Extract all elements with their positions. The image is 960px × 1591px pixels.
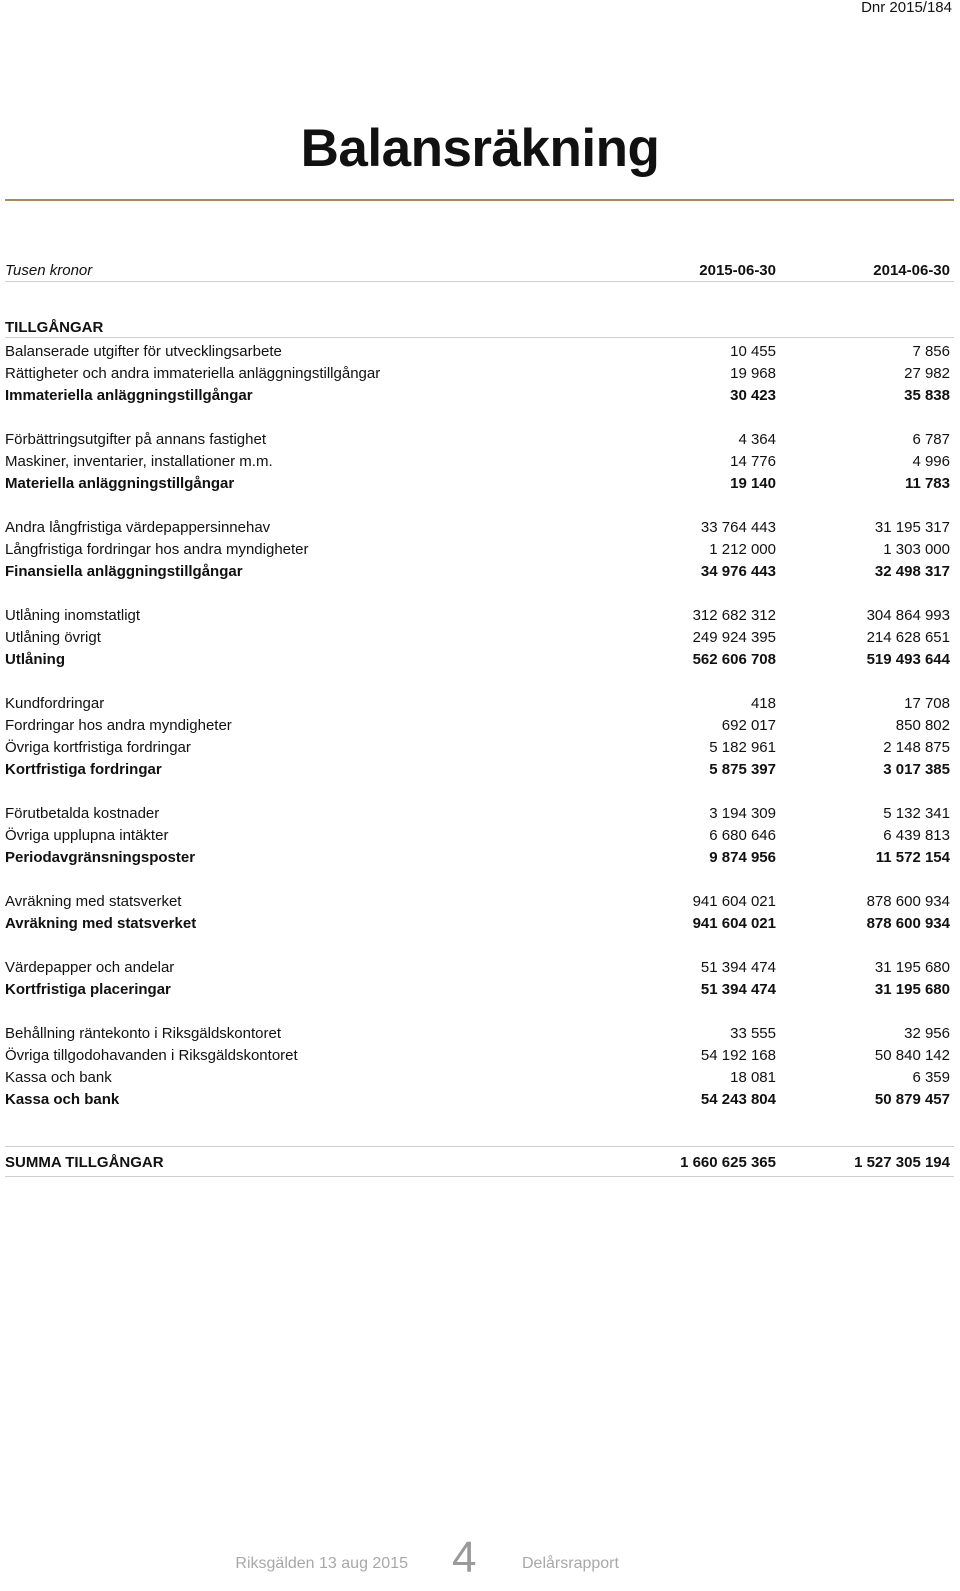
row-value-previous: 1 303 000 [883,541,950,558]
row-label: Förutbetalda kostnader [5,805,160,822]
row-label: Andra långfristiga värdepappersinnehav [5,519,271,536]
subtotal-row [0,759,960,781]
subtotal-row [0,385,960,407]
row-value-current: 18 081 [730,1069,776,1086]
row-label: Långfristiga fordringar hos andra myndigheter [5,541,309,558]
row-label: Kortfristiga placeringar [5,981,171,998]
table-row [0,407,960,451]
row-value-current: 54 243 804 [700,1091,776,1108]
row-value-current: 562 606 708 [692,651,776,668]
row-value-current: 4 364 [738,431,776,448]
row-value-previous: 5 132 341 [883,805,950,822]
table-row [0,737,960,759]
row-label: Rättigheter och andra immateriella anläggningstillgångar [5,365,381,382]
row-value-previous: 31 195 317 [874,519,950,536]
total-value-previous: 1 527 305 194 [854,1154,950,1171]
row-value-previous: 304 864 993 [866,607,950,624]
table-row [0,1067,960,1089]
row-label: Övriga kortfristiga fordringar [5,739,191,756]
row-value-previous: 50 879 457 [874,1091,950,1108]
row-value-previous: 850 802 [895,717,950,734]
subtotal-row [0,979,960,1001]
row-label: Övriga upplupna intäkter [5,827,169,844]
row-value-previous: 31 195 680 [874,959,950,976]
table-row [0,451,960,473]
page-footer [0,1533,960,1582]
row-value-current: 14 776 [730,453,776,470]
row-value-current: 312 682 312 [692,607,776,624]
row-label: Kassa och bank [5,1069,112,1086]
table-row [0,363,960,385]
section-divider [5,337,954,338]
document-number: Dnr 2015/184 [861,0,952,16]
row-value-current: 9 874 956 [709,849,776,866]
row-value-previous: 6 359 [912,1069,950,1086]
row-value-previous: 11 572 154 [875,849,950,866]
total-row [0,1152,960,1174]
total-label: SUMMA TILLGÅNGAR [5,1154,164,1171]
table-row [0,583,960,627]
total-bottom-divider [5,1176,954,1177]
row-value-current: 5 182 961 [709,739,776,756]
title-divider [5,199,954,201]
row-label: Utlåning övrigt [5,629,101,646]
row-value-current: 941 604 021 [692,893,776,910]
row-label: Utlåning [5,651,65,668]
row-label: Behållning räntekonto i Riksgäldskontoret [5,1025,281,1042]
subtotal-row [0,913,960,935]
row-value-previous: 6 787 [912,431,950,448]
header-divider [5,281,954,282]
row-label: Utlåning inomstatligt [5,607,141,624]
row-value-current: 5 875 397 [709,761,776,778]
row-value-previous: 32 498 317 [874,563,950,580]
row-label: Fordringar hos andra myndigheter [5,717,232,734]
row-label: Balanserade utgifter för utvecklingsarbete [5,343,282,360]
subtotal-row [0,1089,960,1111]
row-value-current: 19 968 [730,365,776,382]
row-value-current: 34 976 443 [700,563,776,580]
table-row [0,627,960,649]
row-label: Förbättringsutgifter på annans fastighet [5,431,266,448]
table-row [0,1045,960,1067]
row-label: Övriga tillgodohavanden i Riksgäldskontoret [5,1047,298,1064]
row-value-current: 1 212 000 [709,541,776,558]
row-label: Periodavgränsningsposter [5,849,196,866]
row-value-current: 30 423 [730,387,776,404]
row-value-current: 249 924 395 [692,629,776,646]
total-value-current: 1 660 625 365 [680,1154,776,1171]
row-value-current: 692 017 [721,717,776,734]
table-row [0,869,960,913]
row-value-previous: 6 439 813 [883,827,950,844]
table-row [0,1001,960,1045]
table-row [0,781,960,825]
subtotal-row [0,649,960,671]
column-header-current: 2015-06-30 [699,262,776,279]
subtotal-row [0,847,960,869]
footer-publisher-date: Riksgälden 13 aug 2015 [235,1555,408,1572]
table-row [0,539,960,561]
subtotal-row [0,473,960,495]
table-row [0,935,960,979]
row-label: Materiella anläggningstillgångar [5,475,235,492]
row-label: Avräkning med statsverket [5,915,197,932]
row-value-previous: 878 600 934 [866,915,950,932]
row-label: Kundfordringar [5,695,105,712]
row-value-current: 19 140 [730,475,776,492]
row-value-current: 33 764 443 [700,519,776,536]
row-label: Immateriella anläggningstillgångar [5,387,253,404]
row-value-previous: 50 840 142 [874,1047,950,1064]
row-label: Maskiner, inventarier, installationer m.m. [5,453,273,470]
footer-report-type: Delårsrapport [522,1555,619,1572]
row-value-previous: 27 982 [904,365,950,382]
row-value-previous: 11 783 [904,475,950,492]
row-label: Värdepapper och andelar [5,959,175,976]
row-value-current: 6 680 646 [709,827,776,844]
row-label: Finansiella anläggningstillgångar [5,563,243,580]
row-value-previous: 32 956 [904,1025,950,1042]
row-value-current: 33 555 [730,1025,776,1042]
row-value-current: 3 194 309 [709,805,776,822]
row-value-current: 54 192 168 [700,1047,776,1064]
table-row [0,715,960,737]
balance-table-body [0,341,960,1111]
row-value-previous: 214 628 651 [866,629,950,646]
row-value-current: 941 604 021 [692,915,776,932]
page-title: Balansräkning [300,119,660,178]
row-value-previous: 17 708 [904,695,950,712]
row-value-previous: 31 195 680 [874,981,950,998]
row-value-current: 51 394 474 [700,981,776,998]
table-row [0,495,960,539]
table-row [0,671,960,715]
row-value-previous: 3 017 385 [883,761,950,778]
row-label: Kortfristiga fordringar [5,761,162,778]
section-heading: TILLGÅNGAR [5,319,104,336]
table-row [0,341,960,363]
column-header-previous: 2014-06-30 [873,262,950,279]
subtotal-row [0,561,960,583]
row-value-current: 418 [750,695,776,712]
unit-label: Tusen kronor [5,262,93,279]
row-value-current: 51 394 474 [700,959,776,976]
table-row [0,825,960,847]
row-value-previous: 35 838 [904,387,950,404]
row-label: Kassa och bank [5,1091,120,1108]
page-number: 4 [452,1533,477,1582]
row-value-previous: 7 856 [912,343,950,360]
row-value-previous: 4 996 [912,453,950,470]
row-value-previous: 878 600 934 [866,893,950,910]
row-value-current: 10 455 [730,343,776,360]
row-value-previous: 2 148 875 [883,739,950,756]
row-value-previous: 519 493 644 [866,651,950,668]
row-label: Avräkning med statsverket [5,893,182,910]
total-top-divider [5,1146,954,1147]
